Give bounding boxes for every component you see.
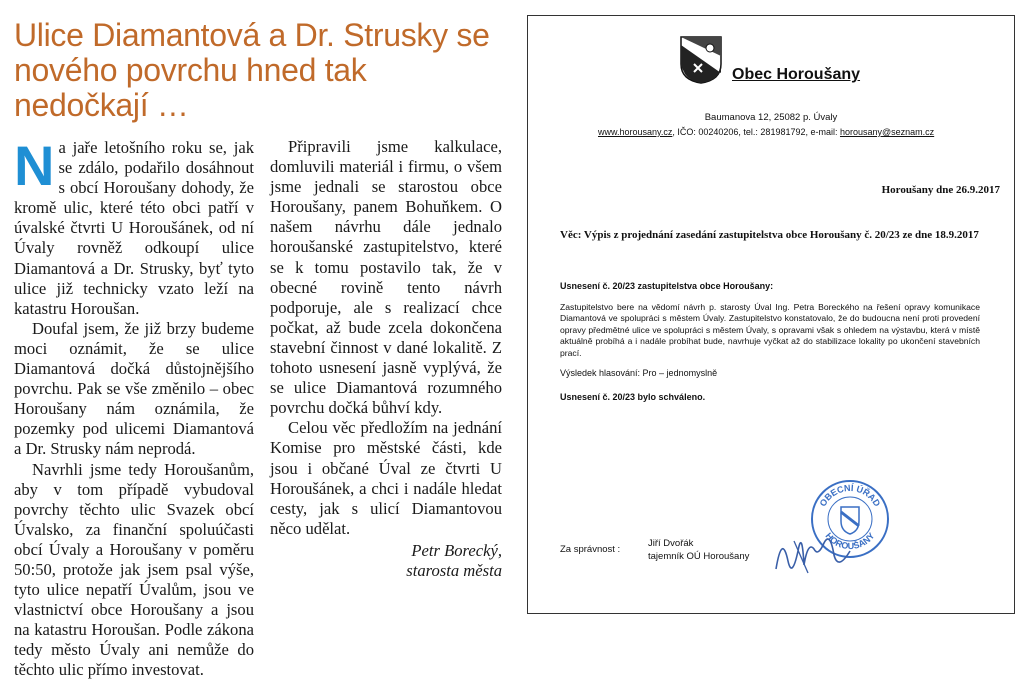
resolution-title: Usnesení č. 20/23 zastupitelstva obce Horoušany: — [560, 281, 774, 291]
author-title: starosta města — [406, 560, 502, 580]
letter-date: Horoušany dne 26.9.2017 — [881, 184, 1000, 196]
signature-label: Za správnost : — [560, 544, 621, 555]
website-link[interactable]: www.horousany.cz — [598, 127, 673, 137]
vote-result: Výsledek hlasování: Pro – jednomyslně — [560, 368, 718, 378]
scanned-letter — [527, 15, 1015, 614]
resolution-text: Zastupitelstvo bere na vědomí návrh p. starosty Úval Ing. Petra Boreckého na řešení opravy komunikace Diamantová ve spolupráci s městem Úvaly. Zastupitelstvo konstatovalo, že do budoucna není proti provedení opravy předmětné ulice ve spolupráci s městem Úvaly, s opravami však s ohledem na výstavbu, která v místě aktuálně probíhá a i nadále probíhat bude, navrhuje vyčkat až do stabilizace lokality po ukončení stavebních prací. — [560, 302, 980, 358]
letter-org-name: Obec Horoušany — [732, 66, 861, 83]
approval-statement: Usnesení č. 20/23 bylo schváleno. — [560, 392, 706, 402]
email-link[interactable]: horousany@seznam.cz — [839, 127, 935, 137]
article-paragraph: Doufal jsem, že již brzy budeme moci oznámit, že se ulice Diamantová dočká důstojnějšího povrchu. Pak se vše změnilo – obec Horoušany nám oznámila, že pozemky pod ulicemi Diamantová a Dr. Strusky nám neprodá. — [14, 318, 254, 459]
signer-block — [648, 537, 749, 563]
article-column-1 — [14, 134, 254, 681]
signer-name: Jiří Dvořák — [648, 538, 694, 549]
handwritten-signature — [768, 521, 858, 581]
letter-address: Baumanova 12, 25082 p. Úvaly — [704, 112, 838, 123]
article-signature — [270, 541, 502, 581]
letter-contacts — [598, 125, 934, 139]
article-paragraph: Připravili jsme kalkulace, domluvili materiál i firmu, o všem jsme jednali se starostou obce Horoušany, panem Bohuňkem. O našem návrhu dále jednalo horoušanské zastupitelstvo, které se k tomu postavilo tak, že v obecné rovině tento návrh podporuje, ale s realizací chce počkat, až bude zcela dokončena stavební činnost v dané lokalitě. Z tohoto usnesení jasně vyplývá, že se ulice Diamantová rozumného povrchu dočká bůhví kdy. — [270, 137, 502, 418]
author-name: Petr Borecký, — [411, 540, 502, 560]
article-paragraph: Navrhli jsme tedy Horoušanům, aby v tom případě vybudoval povrchy těchto ulic Svazek obcí Úvalsko, za finanční spoluúčasti obcí Úvaly a Horoušany v poměru 50:50, protože jak jsem psal výše, tyto ulice nepatří Úvalům, jsou ve vlastnictví obce Horoušany a jsou na katastru Horoušan. Podle zákona tedy město Úvaly ani nemůže do těchto ulic přímo investovat. — [14, 459, 254, 680]
municipal-crest-icon — [680, 36, 722, 84]
article-paragraph: Na jaře letošního roku se, jak se zdálo, podařilo dosáhnout s obcí Horoušany dohody, že kromě ulic, které této obci patří v úvalské čtvrti U Horoušánek, od ní Úvaly rovněž odkoupí ulice Diamantová a Dr. Strusky, byť tyto ulice již technicky vzato leží na katastru Horoušan. — [14, 134, 254, 318]
stamp-text-bottom: HOROUŠANY — [823, 530, 877, 552]
letter-subject: Věc: Výpis z projednání zasedání zastupitelstva obce Horoušany č. 20/23 ze dne 18.9.2017 — [560, 229, 979, 241]
article-column-2 — [270, 137, 502, 581]
stamp-text-top: OBECNÍ ÚŘAD — [817, 482, 883, 509]
drop-cap: N — [14, 134, 55, 197]
signer-role: tajemník OÚ Horoušany — [648, 551, 750, 562]
article-paragraph: Celou věc předložím na jednání Komise pro městské části, kde jsou i občané Úval ze čtvrti U Horoušánek, a chci i nadále hledat cesty, jak s ulicí Diamantovou něco udělat. — [270, 418, 502, 538]
letter-ids: , IČO: 00240206, tel.: 281981792, e-mail: — [672, 127, 840, 137]
article-headline: Ulice Diamantová a Dr. Strusky se nového povrchu hned tak nedočkají … — [14, 17, 490, 123]
